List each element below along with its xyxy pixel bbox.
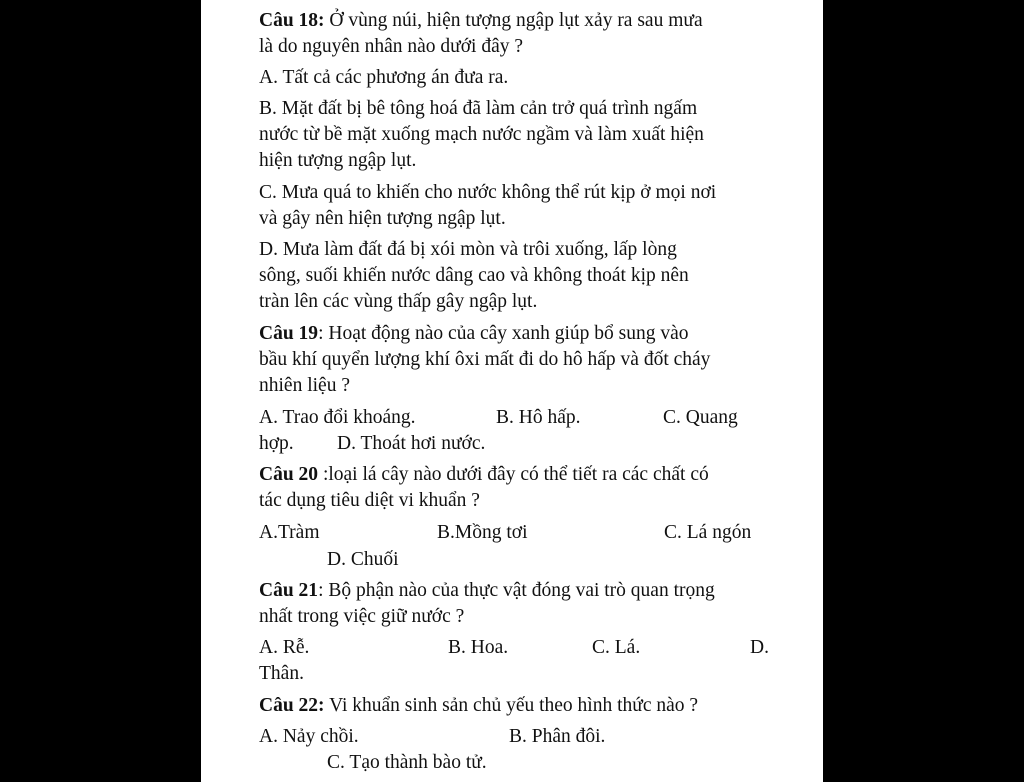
q18-option-b-line-1: B. Mặt đất bị bê tông hoá đã làm cản trở quá trình ngấm bbox=[259, 98, 698, 119]
q20-line-2: tác dụng tiêu diệt vi khuẩn ? bbox=[259, 490, 480, 511]
q20-number: Câu 20 bbox=[259, 464, 319, 485]
q19-line-3: nhiên liệu ? bbox=[259, 375, 350, 396]
q20-line-1: Câu 20 :loại lá cây nào dưới đây có thể tiết ra các chất có bbox=[259, 464, 709, 485]
q21-option-a: A. Rễ. bbox=[259, 637, 310, 658]
q21-option-d: D. bbox=[750, 637, 769, 658]
q19-line-1: Câu 19: Hoạt động nào của cây xanh giúp bổ sung vào bbox=[259, 323, 689, 344]
q18-option-d-line-2: sông, suối khiến nước dâng cao và không thoát kịp nên bbox=[259, 265, 689, 286]
q20-option-a: A.Tràm bbox=[259, 522, 320, 543]
q18-option-d-line-3: tràn lên các vùng thấp gây ngập lụt. bbox=[259, 291, 538, 312]
q22-option-a: A. Nảy chồi. bbox=[259, 726, 359, 747]
q21-option-d-continued: Thân. bbox=[259, 663, 304, 684]
q20-option-b: B.Mồng tơi bbox=[437, 522, 528, 543]
q18-option-b-line-2: nước từ bề mặt xuống mạch nước ngầm và làm xuất hiện bbox=[259, 124, 704, 145]
q19-option-c: C. Quang bbox=[663, 407, 738, 428]
q20-option-c: C. Lá ngón bbox=[664, 522, 752, 543]
q19-line-2: bầu khí quyển lượng khí ôxi mất đi do hô hấp và đốt cháy bbox=[259, 349, 711, 370]
q18-number: Câu 18: bbox=[259, 10, 325, 31]
q21-option-b: B. Hoa. bbox=[448, 637, 509, 658]
q19-option-d: D. Thoát hơi nước. bbox=[337, 433, 486, 454]
q18-line-1: Câu 18: Ở vùng núi, hiện tượng ngập lụt xảy ra sau mưa bbox=[259, 10, 703, 31]
q22-line-1: Câu 22: Vi khuẩn sinh sản chủ yếu theo hình thức nào ? bbox=[259, 695, 699, 716]
q18-option-b-line-3: hiện tượng ngập lụt. bbox=[259, 150, 417, 171]
q18-option-a: A. Tất cả các phương án đưa ra. bbox=[259, 67, 509, 88]
q22-option-c: C. Tạo thành bào tử. bbox=[327, 752, 487, 773]
q18-line-2: là do nguyên nhân nào dưới đây ? bbox=[259, 36, 524, 57]
q18-option-d-line-1: D. Mưa làm đất đá bị xói mòn và trôi xuống, lấp lòng bbox=[259, 239, 677, 260]
q21-line-2: nhất trong việc giữ nước ? bbox=[259, 606, 465, 627]
q22-option-b: B. Phân đôi. bbox=[509, 726, 606, 747]
q21-line-1: Câu 21: Bộ phận nào của thực vật đóng vai trò quan trọng bbox=[259, 580, 715, 601]
q19-option-b: B. Hô hấp. bbox=[496, 407, 581, 428]
q21-option-c: C. Lá. bbox=[592, 637, 641, 658]
q20-option-d: D. Chuối bbox=[327, 549, 399, 570]
q22-number: Câu 22: bbox=[259, 695, 325, 716]
document-page[interactable] bbox=[201, 0, 823, 782]
q19-option-c-continued: hợp. bbox=[259, 433, 294, 454]
q18-option-c-line-1: C. Mưa quá to khiến cho nước không thể rút kịp ở mọi nơi bbox=[259, 182, 717, 203]
q18-option-c-line-2: và gây nên hiện tượng ngập lụt. bbox=[259, 208, 506, 229]
q19-option-a: A. Trao đổi khoáng. bbox=[259, 407, 416, 428]
q19-number: Câu 19 bbox=[259, 323, 319, 344]
q21-number: Câu 21 bbox=[259, 580, 319, 601]
